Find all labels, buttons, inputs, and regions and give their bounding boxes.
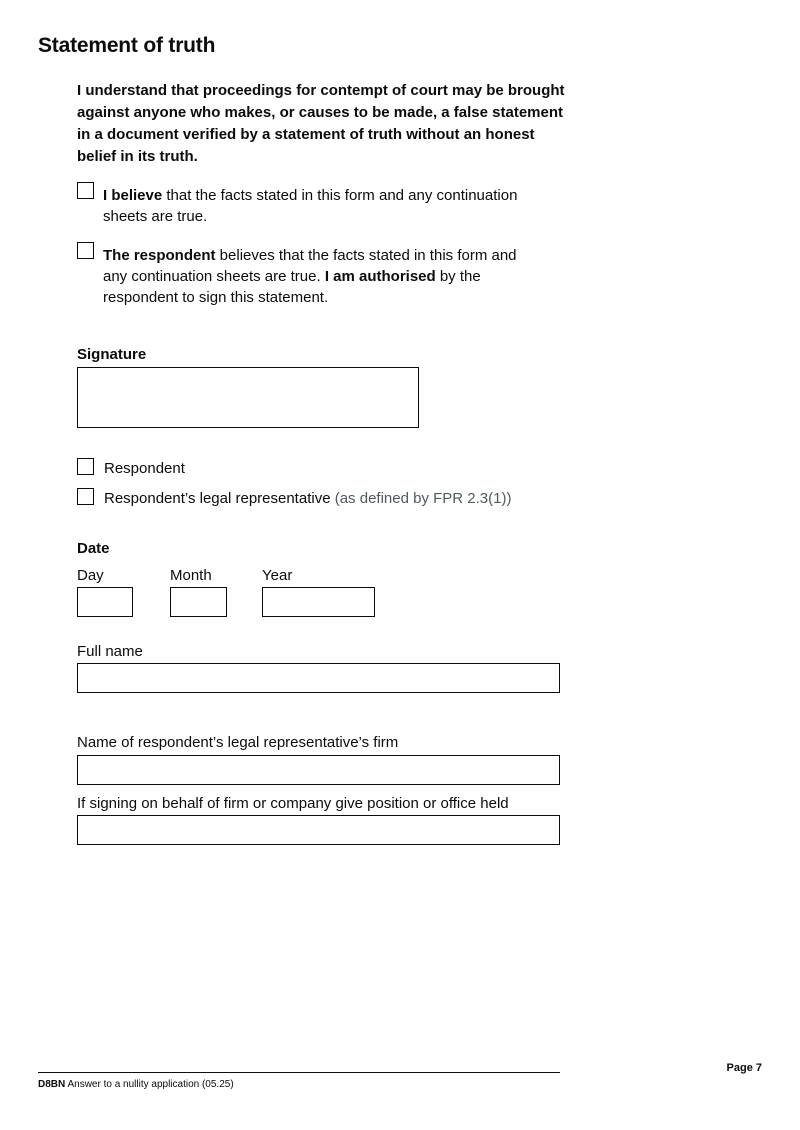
respondent-believes-checkbox[interactable]	[77, 242, 94, 259]
firm-label: Name of respondent’s legal representative’s firm	[77, 734, 399, 751]
respondent-believes-text	[103, 245, 543, 308]
authorised-rest: by the respondent to sign this statement.	[103, 268, 481, 306]
respondent-believes-bold: The respondent	[103, 247, 216, 264]
respondent-believes-rest: believes that the facts stated in this form and any continuation sheets are true.	[103, 247, 517, 285]
date-label: Date	[77, 540, 110, 557]
signature-label: Signature	[77, 346, 147, 363]
legal-rep-note: (as defined by FPR 2.3(1))	[334, 490, 512, 507]
position-label: If signing on behalf of firm or company give position or office held	[77, 795, 509, 812]
position-input[interactable]	[77, 815, 560, 845]
i-believe-bold: I believe	[103, 187, 163, 204]
year-input[interactable]	[262, 587, 375, 617]
page-title: Statement of truth	[38, 34, 216, 57]
legal-rep-text: Respondent’s legal representative	[104, 490, 331, 507]
month-input[interactable]	[170, 587, 227, 617]
legal-rep-label	[104, 490, 511, 508]
signature-field[interactable]	[77, 367, 419, 428]
respondent-label: Respondent	[104, 460, 185, 477]
i-believe-text	[103, 185, 563, 227]
respondent-checkbox[interactable]	[77, 458, 94, 475]
footer-form-code	[38, 1079, 234, 1090]
authorised-bold: I am authorised	[324, 268, 436, 285]
legal-rep-checkbox[interactable]	[77, 488, 94, 505]
full-name-input[interactable]	[77, 663, 560, 693]
form-code: D8BN	[38, 1079, 66, 1090]
footer-divider	[38, 1072, 560, 1073]
year-label: Year	[262, 567, 293, 584]
contempt-warning: I understand that proceedings for contempt of court may be brought against anyone who makes, or causes to be made, a false statement in a document verified by a statement of truth without an honest belief in its truth.	[77, 82, 565, 165]
page-number: Page 7	[726, 1062, 762, 1074]
i-believe-rest: that the facts stated in this form and any continuation sheets are true.	[103, 187, 518, 225]
day-label: Day	[77, 567, 104, 584]
form-title: Answer to a nullity application (05.25)	[65, 1079, 234, 1090]
firm-input[interactable]	[77, 755, 560, 785]
month-label: Month	[170, 567, 212, 584]
day-input[interactable]	[77, 587, 133, 617]
full-name-label: Full name	[77, 643, 143, 660]
i-believe-checkbox[interactable]	[77, 182, 94, 199]
